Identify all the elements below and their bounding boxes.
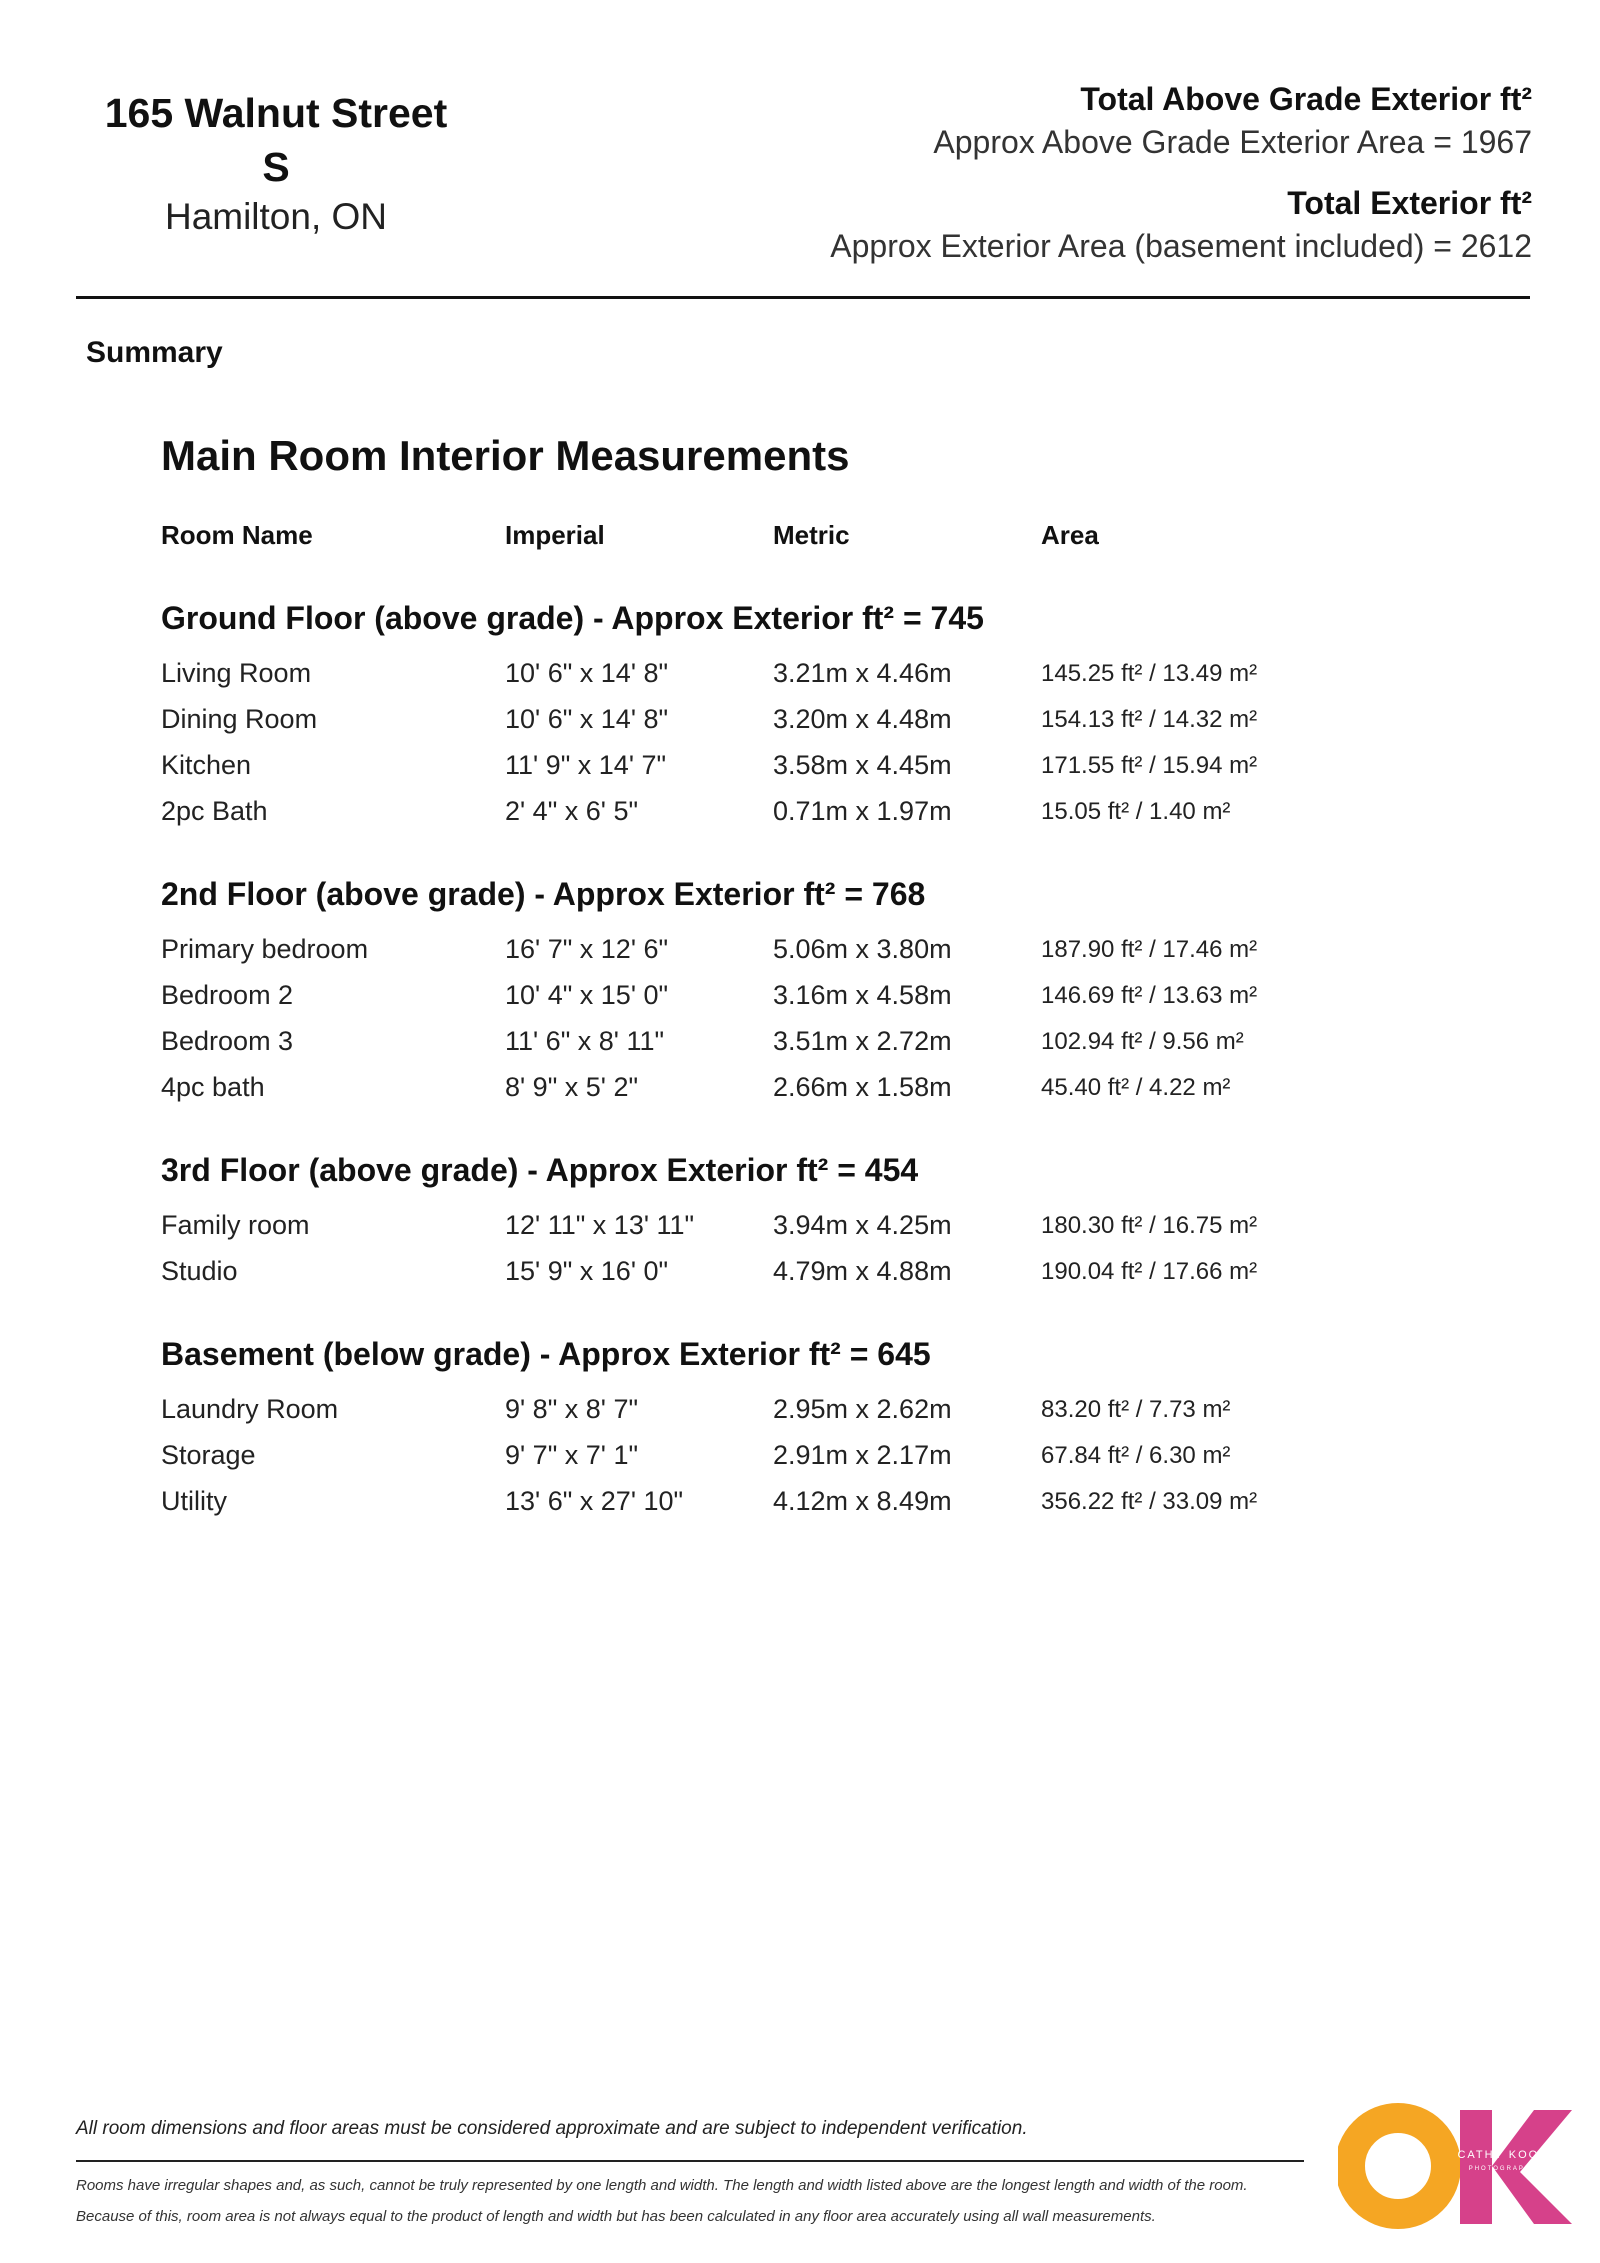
table-row	[0, 1394, 1600, 1434]
room-metric: 3.21m x 4.46m	[773, 658, 952, 688]
room-area: 67.84 ft² / 6.30 m²	[1041, 1442, 1231, 1469]
disclaimer-text: All room dimensions and floor areas must be considered approximate and are subject to independent verification.	[76, 2118, 1028, 2139]
room-imperial: 10' 6" x 14' 8"	[505, 704, 669, 734]
footer-divider	[76, 2160, 1304, 2162]
room-metric: 3.51m x 2.72m	[773, 1026, 952, 1056]
table-row	[0, 1486, 1600, 1526]
room-imperial: 16' 7" x 12' 6"	[505, 934, 669, 964]
room-name: Kitchen	[161, 750, 252, 780]
room-metric: 0.71m x 1.97m	[773, 796, 952, 826]
room-name: Dining Room	[161, 704, 318, 734]
room-area: 187.90 ft² / 17.46 m²	[1041, 936, 1258, 963]
room-imperial: 2' 4" x 6' 5"	[505, 796, 639, 826]
table-row	[0, 980, 1600, 1020]
room-name: 4pc bath	[161, 1072, 265, 1102]
logo-o-letter	[1350, 2118, 1446, 2214]
city-province: Hamilton, ON	[164, 196, 388, 237]
table-row	[0, 796, 1600, 836]
room-name: 2pc Bath	[161, 796, 268, 826]
table-row	[0, 1210, 1600, 1250]
room-name: Family room	[161, 1210, 310, 1240]
room-area: 190.04 ft² / 17.66 m²	[1041, 1258, 1258, 1285]
room-metric: 4.79m x 4.88m	[773, 1256, 952, 1286]
room-name: Primary bedroom	[161, 934, 369, 964]
room-area: 171.55 ft² / 15.94 m²	[1041, 752, 1258, 779]
room-metric: 3.16m x 4.58m	[773, 980, 952, 1010]
table-row	[0, 1072, 1600, 1112]
footnote-line-1: Rooms have irregular shapes and, as such, cannot be truly represented by one length and width. The length and width listed above are the longest length and width of the room.	[76, 2177, 1248, 2194]
total-exterior-value: Approx Exterior Area (basement included) = 2612	[830, 228, 1532, 264]
col-header-room: Room Name	[161, 520, 313, 550]
section-title: Basement (below grade) - Approx Exterior ft² = 645	[161, 1336, 931, 1372]
room-imperial: 8' 9" x 5' 2"	[505, 1072, 639, 1102]
col-header-imperial: Imperial	[505, 520, 605, 550]
room-metric: 3.94m x 4.25m	[773, 1210, 952, 1240]
room-area: 180.30 ft² / 16.75 m²	[1041, 1212, 1258, 1239]
room-area: 145.25 ft² / 13.49 m²	[1041, 660, 1258, 687]
above-grade-title: Total Above Grade Exterior ft²	[1080, 81, 1532, 117]
cathy-koop-logo	[1338, 2100, 1578, 2230]
room-imperial: 15' 9" x 16' 0"	[505, 1256, 669, 1286]
room-name: Bedroom 3	[161, 1026, 294, 1056]
room-metric: 5.06m x 3.80m	[773, 934, 952, 964]
table-row	[0, 1026, 1600, 1066]
logo-brand-line2: PHOTOGRAPHY	[1468, 2166, 1538, 2172]
room-imperial: 11' 9" x 14' 7"	[505, 750, 667, 780]
col-header-area: Area	[1041, 520, 1099, 550]
table-row	[0, 750, 1600, 790]
street-address: 165 Walnut Street S	[104, 90, 448, 190]
room-metric: 2.91m x 2.17m	[773, 1440, 952, 1470]
room-name: Studio	[161, 1256, 238, 1286]
room-area: 102.94 ft² / 9.56 m²	[1041, 1028, 1244, 1055]
section-title: 2nd Floor (above grade) - Approx Exterior ft² = 768	[161, 876, 926, 912]
property-address	[86, 86, 466, 240]
footnote-line-2: Because of this, room area is not always equal to the product of length and width but has been calculated in any floor area accurately using all wall measurements.	[76, 2208, 1156, 2225]
room-area: 146.69 ft² / 13.63 m²	[1041, 982, 1258, 1009]
table-row	[0, 658, 1600, 698]
room-metric: 2.66m x 1.58m	[773, 1072, 952, 1102]
room-imperial: 10' 4" x 15' 0"	[505, 980, 669, 1010]
page-title: Main Room Interior Measurements	[161, 432, 850, 479]
room-metric: 3.20m x 4.48m	[773, 704, 952, 734]
room-area: 83.20 ft² / 7.73 m²	[1041, 1396, 1231, 1423]
table-row	[0, 934, 1600, 974]
room-imperial: 13' 6" x 27' 10"	[505, 1486, 684, 1516]
area-totals	[632, 78, 1532, 268]
above-grade-value: Approx Above Grade Exterior Area = 1967	[933, 124, 1532, 160]
room-name: Bedroom 2	[161, 980, 294, 1010]
summary-label: Summary	[86, 336, 223, 369]
room-metric: 4.12m x 8.49m	[773, 1486, 952, 1516]
logo-brand-line1: CATHY KOOP	[1457, 2149, 1549, 2161]
table-row	[0, 1440, 1600, 1480]
room-area: 45.40 ft² / 4.22 m²	[1041, 1074, 1231, 1101]
room-imperial: 9' 7" x 7' 1"	[505, 1440, 639, 1470]
header-divider	[76, 296, 1530, 299]
total-exterior-title: Total Exterior ft²	[1287, 185, 1532, 221]
room-imperial: 11' 6" x 8' 11"	[505, 1026, 665, 1056]
table-row	[0, 1256, 1600, 1296]
room-imperial: 9' 8" x 8' 7"	[505, 1394, 639, 1424]
room-name: Laundry Room	[161, 1394, 339, 1424]
room-metric: 3.58m x 4.45m	[773, 750, 952, 780]
column-headers	[0, 520, 1600, 554]
room-imperial: 10' 6" x 14' 8"	[505, 658, 669, 688]
table-row	[0, 704, 1600, 744]
room-name: Living Room	[161, 658, 312, 688]
room-name: Utility	[161, 1486, 227, 1516]
col-header-metric: Metric	[773, 520, 850, 550]
room-area: 154.13 ft² / 14.32 m²	[1041, 706, 1258, 733]
section-title: Ground Floor (above grade) - Approx Exterior ft² = 745	[161, 600, 984, 636]
room-area: 356.22 ft² / 33.09 m²	[1041, 1488, 1258, 1515]
room-area: 15.05 ft² / 1.40 m²	[1041, 798, 1231, 825]
room-metric: 2.95m x 2.62m	[773, 1394, 952, 1424]
section-title: 3rd Floor (above grade) - Approx Exterior ft² = 454	[161, 1152, 919, 1188]
room-name: Storage	[161, 1440, 256, 1470]
room-imperial: 12' 11" x 13' 11"	[505, 1210, 695, 1240]
